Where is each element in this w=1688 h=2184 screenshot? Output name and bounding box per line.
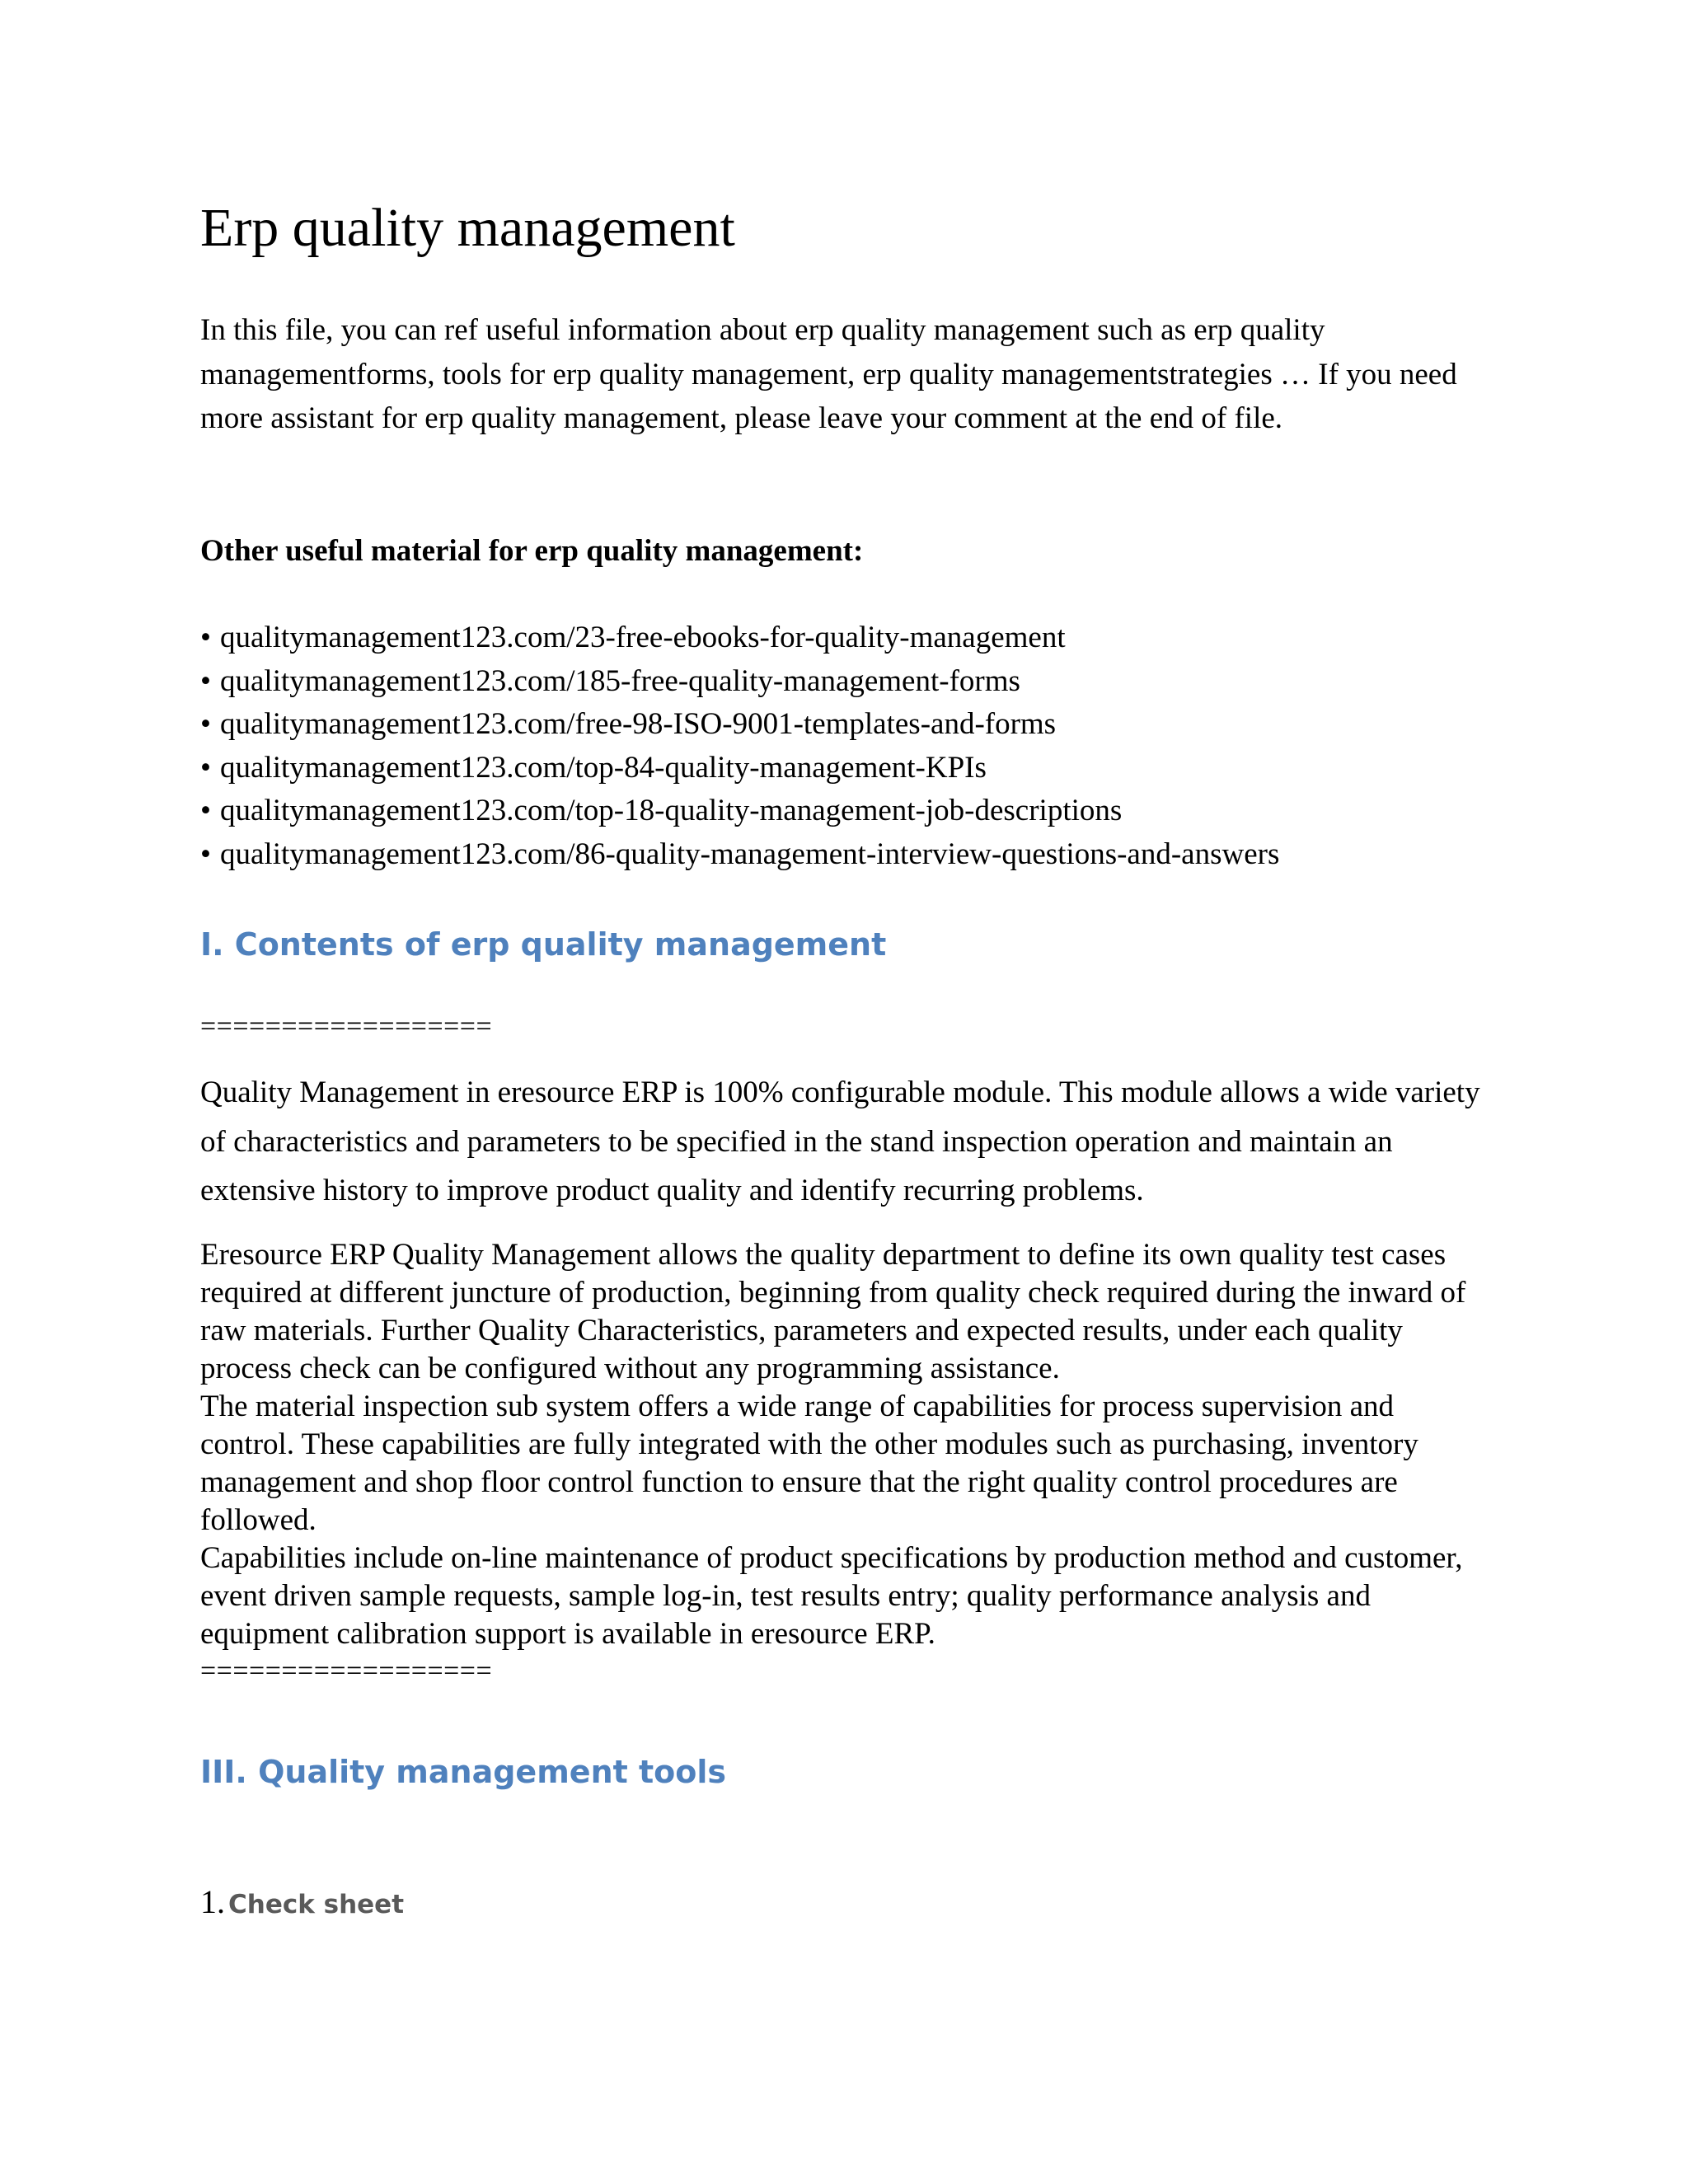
list-item[interactable] — [200, 790, 1279, 833]
link-text[interactable]: qualitymanagement123.com/23-free-ebooks-for-quality-management — [220, 621, 1066, 654]
link-text[interactable]: qualitymanagement123.com/free-98-ISO-9001-templates-and-forms — [220, 707, 1057, 742]
contents-section-heading: I. Contents of erp quality management — [200, 926, 887, 963]
list-item[interactable] — [200, 703, 1279, 747]
other-material-heading: Other useful material for erp quality management: — [200, 534, 864, 568]
bullet-icon: • — [200, 837, 211, 871]
list-item[interactable] — [200, 747, 1279, 790]
separator-line: ================== — [200, 1656, 493, 1686]
document-title: Erp quality management — [200, 198, 735, 258]
link-text[interactable]: qualitymanagement123.com/86-quality-management-interview-questions-and-answers — [220, 837, 1280, 871]
link-text[interactable]: qualitymanagement123.com/185-free-quality-management-forms — [220, 663, 1020, 698]
tool-list-item — [200, 1881, 404, 1931]
list-item[interactable] — [200, 833, 1279, 877]
body-paragraph: Eresource ERP Quality Management allows the quality department to define its own quality test cases required at different juncture of production, beginning from quality check required during the inward of raw materials. Further Quality Characteristics, parameters and expected results, under each quality process check can be configured without any programming assistance. — [200, 1238, 1466, 1385]
intro-paragraph: In this file, you can ref useful information about erp quality management such as erp quality managementforms, tools for erp quality management, erp quality managementstrategies … If you need more assistant for erp quality management, please leave your comment at the end of file. — [200, 313, 1457, 435]
tool-item-label: Check sheet — [228, 1890, 405, 1919]
body-paragraph: Quality Management in eresource ERP is 100% configurable module. This module allows a wide variety of characteristics and parameters to be specified in the stand inspection operation and maintain an extensive history to improve product quality and identify recurring problems. — [200, 1076, 1480, 1207]
bullet-icon: • — [200, 663, 211, 698]
bullet-icon: • — [200, 750, 211, 785]
body-paragraph: The material inspection sub system offers a wide range of capabilities for process supervision and control. These capabilities are fully integrated with the other modules such as purchasing, inventory management and shop floor control function to ensure that the right quality control procedures are followed. — [200, 1390, 1418, 1537]
body-paragraph-group — [200, 1236, 1486, 1653]
link-text[interactable]: qualitymanagement123.com/top-18-quality-management-job-descriptions — [220, 794, 1123, 828]
bullet-icon: • — [200, 794, 211, 828]
body-paragraph: Capabilities include on-line maintenance of product specifications by production method and customer, event driven sample requests, sample log-in, test results entry; quality performance analysis and equipment calibration support is available in eresource ERP. — [200, 1541, 1463, 1651]
bullet-icon: • — [200, 707, 211, 742]
list-item[interactable] — [200, 660, 1279, 704]
material-link-list — [200, 616, 1279, 877]
tool-item-number: 1. — [200, 1883, 225, 1920]
bullet-icon: • — [200, 621, 211, 654]
list-item[interactable] — [200, 616, 1279, 660]
tools-section-heading: III. Quality management tools — [200, 1754, 727, 1790]
link-text[interactable]: qualitymanagement123.com/top-84-quality-management-KPIs — [220, 750, 987, 785]
separator-line: ================== — [200, 1011, 493, 1042]
